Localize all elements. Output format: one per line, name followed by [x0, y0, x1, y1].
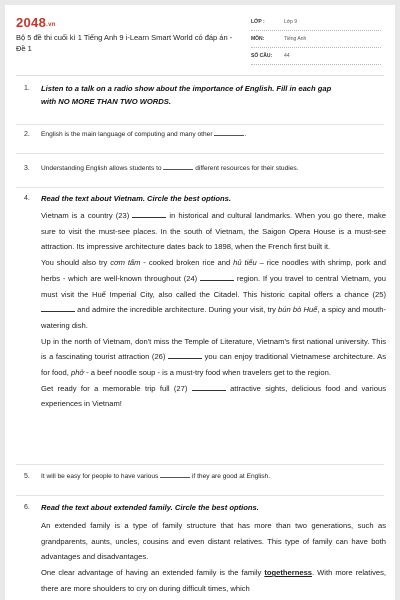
question-text: English is the main language of computing and many other .: [41, 131, 247, 138]
passage-paragraph: Up in the north of Vietnam, don't miss the Temple of Literature, Vietnam's first national university. This is a fascinating tourist attraction (26) you can enjoy traditional Vietnamese architecture. As for food, phở - a beef noodle soup - is a must-try food when travelers get to the region.: [41, 336, 386, 378]
question-4: [16, 193, 387, 461]
passage-paragraph: An extended family is a type of family structure that has more than two generations, such as grandparents, aunts, uncles, cousins and even distant relatives. This type of family can have both advantages and disadvantages.: [41, 521, 386, 562]
answer-blank[interactable]: [214, 130, 244, 136]
reading-passage: [41, 518, 386, 597]
question-divider: [16, 153, 384, 154]
question-divider: [16, 495, 384, 496]
site-logo[interactable]: 2048.vn: [16, 15, 56, 30]
question-6: [16, 502, 387, 600]
meta-row-class: [251, 16, 381, 31]
question-text: It will be easy for people to have various if they are good at English.: [41, 473, 271, 480]
question-text: Understanding English allows students to different resources for their studies.: [41, 165, 299, 172]
question-number: 3.: [24, 165, 30, 172]
meta-table: [251, 16, 381, 67]
meta-label: LỚP :: [251, 19, 265, 25]
passage-paragraph: Get ready for a memorable trip full (27) attractive sights, delicious food and various experiences in Vietnam!: [41, 383, 386, 409]
question-number: 5.: [24, 473, 30, 480]
meta-row-subject: [251, 33, 381, 48]
question-instruction: Listen to a talk on a radio show about the importance of English. Fill in each gap with NO MORE THAN TWO WORDS.: [41, 84, 332, 106]
document-page: [5, 5, 395, 600]
page-header: [5, 5, 395, 70]
meta-value: Tiếng Anh: [284, 36, 307, 42]
question-5: [16, 471, 384, 491]
answer-blank[interactable]: [160, 472, 190, 478]
answer-blank[interactable]: [163, 164, 193, 170]
answer-blank-27[interactable]: [192, 384, 226, 391]
meta-value: 44: [284, 53, 290, 59]
passage-paragraph: One clear advantage of having an extended family is the family togetherness. With more relatives, there are more shoulders to cry on during difficult times, which: [41, 568, 387, 593]
answer-blank-25[interactable]: [41, 305, 75, 312]
passage-paragraph: Vietnam is a country (23) in historical and cultural landmarks. When you go there, make sure to visit the must-see places. In the south of Vietnam, the Saigon Opera House is a must-see attraction. Its impressive architecture dates back to 1898, when the French first built it.: [41, 211, 386, 252]
passage-paragraph: You should also try cơm tấm - cooked broken rice and hủ tiếu – rice noodles with shrimp, pork and herbs - which are well-known throughout (24) region. If you travel to central Vietnam, you must visit the Huế Imperial City, also called the Citadel. This historic capital offers a chance (25) and admire the incredible architecture. During your visit, try bún bò Huế, a spicy and mouth-watering dish.: [41, 258, 387, 330]
question-number: 4.: [24, 195, 30, 202]
answer-blank-24[interactable]: [200, 274, 234, 281]
question-instruction: Read the text about Vietnam. Circle the best options.: [41, 194, 232, 203]
reading-passage: [41, 208, 386, 412]
answer-blank-26[interactable]: [168, 352, 202, 359]
answer-blank-23[interactable]: [132, 211, 166, 218]
question-number: 2.: [24, 131, 30, 138]
question-divider: [16, 124, 384, 125]
question-1: [16, 83, 384, 119]
meta-row-question-count: [251, 50, 381, 65]
question-divider: [16, 464, 384, 465]
question-2: [16, 129, 384, 149]
underlined-word: togetherness: [264, 568, 313, 578]
question-number: 1.: [24, 85, 30, 92]
question-number: 6.: [24, 504, 30, 511]
header-divider: [16, 75, 384, 76]
meta-label: MÔN:: [251, 36, 265, 42]
meta-label: SỐ CÂU:: [251, 53, 273, 59]
document-title: Bộ 5 đề thi cuối kì 1 Tiếng Anh 9 i-Learn Smart World có đáp án - Đề 1: [16, 33, 233, 53]
question-3: [16, 163, 384, 183]
question-divider: [16, 187, 384, 188]
meta-value: Lớp 9: [284, 19, 298, 25]
question-instruction: Read the text about extended family. Circle the best options.: [41, 503, 259, 512]
